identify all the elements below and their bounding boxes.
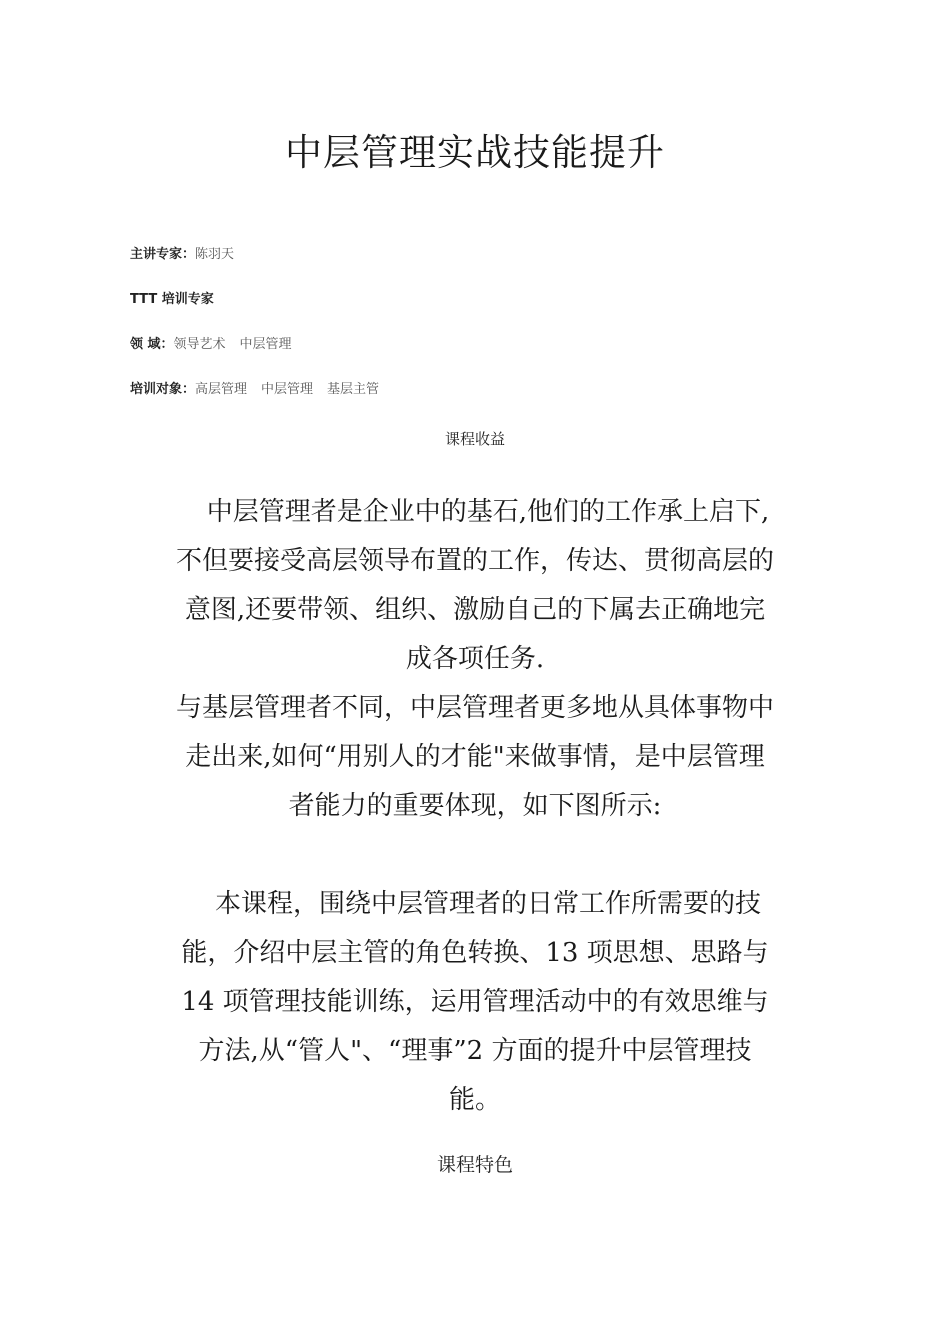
paragraph-line: 中层管理者是企业中的基石,他们的工作承上启下,: [206, 497, 770, 527]
credential-line: [130, 291, 214, 309]
paragraph-line: 方法,从“管人"、“理事”2 方面的提升中层管理技: [198, 1036, 752, 1066]
audience-line: [130, 381, 379, 399]
field-item: 领导艺术: [173, 337, 226, 352]
paragraph-line: 成各项任务.: [405, 644, 545, 674]
paragraph-line: 走出来,如何“用别人的才能"来做事情，是中层管理: [185, 742, 765, 772]
audience-item: 基层主管: [327, 382, 380, 397]
benefits-paragraph-2: [140, 684, 810, 831]
field-label: 领 域：: [130, 337, 174, 352]
credential-text: TTT 培训专家: [130, 292, 214, 307]
audience-item: 中层管理: [261, 382, 314, 397]
paragraph-line: 不但要接受高层领导布置的工作，传达、贯彻高层的: [175, 546, 774, 576]
lecturer-label: 主讲专家：: [130, 247, 196, 262]
paragraph-line: 能。: [448, 1085, 501, 1115]
benefits-paragraph-1: [140, 488, 810, 684]
paragraph-line: 本课程，围绕中层管理者的日常工作所需要的技: [214, 889, 761, 919]
paragraph-line: 与基层管理者不同，中层管理者更多地从具体事物中: [175, 693, 774, 723]
audience-label: 培训对象：: [130, 382, 196, 397]
document-title: 中层管理实战技能提升: [285, 131, 665, 174]
lecturer-name: 陈羽天: [195, 247, 235, 262]
section-heading-features: 课程特色: [436, 1154, 513, 1176]
lecturer-line: [130, 246, 234, 264]
paragraph-line: 14 项管理技能训练，运用管理活动中的有效思维与: [181, 987, 769, 1017]
benefits-paragraph-3: [140, 880, 810, 1125]
paragraph-line: 能，介绍中层主管的角色转换、13 项思想、思路与: [181, 938, 769, 968]
audience-item: 高层管理: [195, 382, 248, 397]
paragraph-line: 者能力的重要体现，如下图所示:: [288, 791, 662, 821]
paragraph-line: 意图,还要带领、组织、激励自己的下属去正确地完: [184, 595, 766, 625]
field-item: 中层管理: [239, 337, 292, 352]
field-line: [130, 336, 292, 354]
section-heading-benefits: 课程收益: [444, 430, 505, 448]
